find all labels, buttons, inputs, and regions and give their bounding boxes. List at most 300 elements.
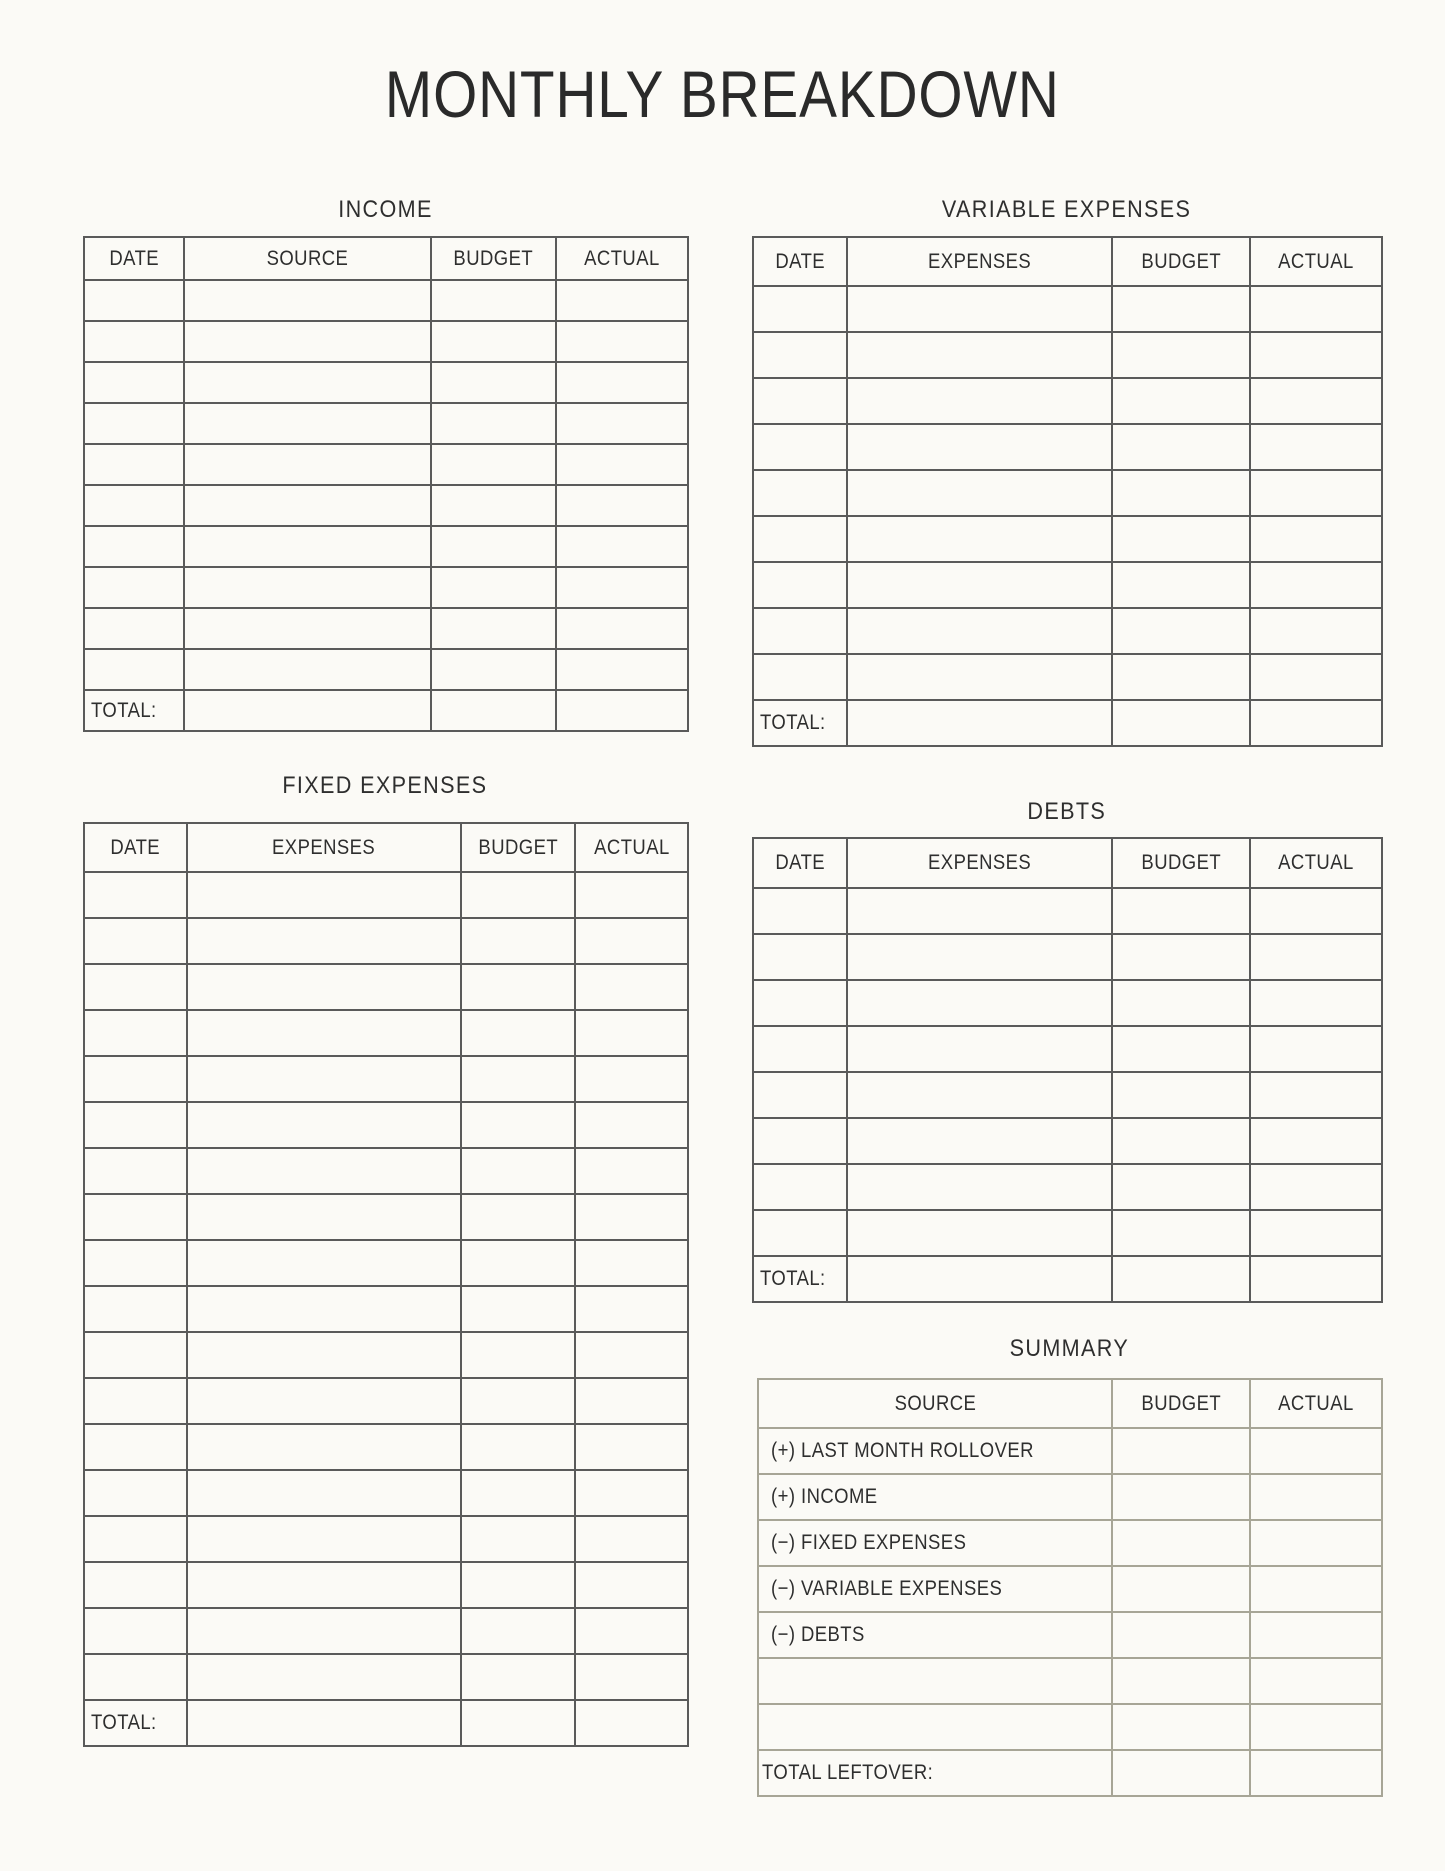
source-cell[interactable] [184,526,431,567]
table-row [84,403,688,444]
actual-cell[interactable] [575,1010,688,1056]
budget-cell[interactable] [461,1608,575,1654]
column-header-actual [1250,1379,1382,1428]
actual-cell[interactable] [1250,608,1382,654]
table-row [84,872,688,918]
budget-cell[interactable] [1112,1520,1250,1566]
table-row [753,1072,1382,1118]
budget-cell[interactable] [1112,378,1250,424]
budget-cell[interactable] [431,608,556,649]
date-cell[interactable] [84,1286,187,1332]
actual-cell[interactable] [1250,1612,1382,1658]
expenses-cell[interactable] [847,378,1112,424]
total-budget-cell[interactable] [1112,700,1250,746]
total-row [753,700,1382,746]
source-cell[interactable] [184,403,431,444]
actual-cell[interactable] [575,1562,688,1608]
actual-cell[interactable] [556,567,688,608]
budget-cell[interactable] [431,649,556,690]
date-cell[interactable] [84,1148,187,1194]
actual-cell[interactable] [575,872,688,918]
date-cell[interactable] [753,1026,847,1072]
total-label: TOTAL: [760,711,826,734]
expenses-cell[interactable] [187,1470,461,1516]
table-row [753,888,1382,934]
actual-cell[interactable] [1250,654,1382,700]
total-row [84,690,688,731]
column-header-date [753,237,847,286]
column-header-budget [1112,237,1250,286]
actual-cell[interactable] [1250,562,1382,608]
table-row [753,1118,1382,1164]
summary-row-label: (+) LAST MONTH ROLLOVER [771,1439,1034,1462]
date-cell[interactable] [84,608,184,649]
budget-cell[interactable] [461,1516,575,1562]
actual-cell[interactable] [575,1102,688,1148]
date-cell[interactable] [753,1118,847,1164]
expenses-cell[interactable] [847,608,1112,654]
expenses-cell[interactable] [847,1210,1112,1256]
date-cell[interactable] [84,918,187,964]
table-header-row [753,237,1382,286]
date-cell[interactable] [84,1056,187,1102]
column-header-label: DATE [775,249,825,273]
total-actual-cell[interactable] [1250,1256,1382,1302]
budget-cell[interactable] [1112,424,1250,470]
budget-cell[interactable] [461,1332,575,1378]
actual-cell[interactable] [575,964,688,1010]
source-cell[interactable] [758,1704,1112,1750]
source-cell[interactable] [184,280,431,321]
budget-cell[interactable] [1112,934,1250,980]
table-row [84,1332,688,1378]
column-header-label: BUDGET [1141,1391,1221,1415]
summary-row-label: (−) DEBTS [771,1623,865,1646]
actual-cell[interactable] [575,1194,688,1240]
source-cell [758,1428,1112,1474]
date-cell[interactable] [84,1562,187,1608]
actual-cell[interactable] [1250,1026,1382,1072]
total-label-cell [84,690,184,731]
actual-cell[interactable] [1250,1118,1382,1164]
date-cell[interactable] [84,444,184,485]
budget-cell[interactable] [431,321,556,362]
actual-cell[interactable] [556,321,688,362]
date-cell[interactable] [84,1516,187,1562]
total-expenses-cell[interactable] [847,700,1112,746]
total-budget-cell[interactable] [1112,1750,1250,1796]
budget-cell[interactable] [1112,1704,1250,1750]
column-header-actual [556,237,688,280]
budget-cell[interactable] [1112,1164,1250,1210]
budget-cell[interactable] [1112,1474,1250,1520]
source-cell[interactable] [758,1658,1112,1704]
summary-table [757,1378,1383,1797]
total-budget-cell[interactable] [1112,1256,1250,1302]
column-header-label: EXPENSES [927,249,1032,273]
column-header-label: ACTUAL [1278,249,1354,273]
budget-cell[interactable] [1112,516,1250,562]
date-cell[interactable] [753,1164,847,1210]
budget-cell[interactable] [1112,470,1250,516]
date-cell[interactable] [753,1210,847,1256]
source-cell [758,1566,1112,1612]
budget-cell[interactable] [461,1148,575,1194]
actual-cell[interactable] [575,1240,688,1286]
expenses-cell[interactable] [847,654,1112,700]
date-cell[interactable] [84,1608,187,1654]
table-header-row [84,823,688,872]
budget-cell[interactable] [461,918,575,964]
column-header-date [753,838,847,888]
date-cell[interactable] [84,403,184,444]
budget-cell[interactable] [431,567,556,608]
date-cell[interactable] [84,485,184,526]
budget-cell[interactable] [1112,1072,1250,1118]
source-cell[interactable] [184,444,431,485]
actual-cell[interactable] [556,280,688,321]
expenses-cell[interactable] [187,872,461,918]
total-expenses-cell[interactable] [847,1256,1112,1302]
actual-cell[interactable] [556,485,688,526]
table-header-row [758,1379,1382,1428]
budget-cell[interactable] [431,526,556,567]
table-row [84,1470,688,1516]
total-label: TOTAL: [91,698,157,722]
fixed-expenses-table [83,822,689,1747]
total-label-cell [753,700,847,746]
budget-cell[interactable] [461,1562,575,1608]
date-cell[interactable] [84,1654,187,1700]
actual-cell[interactable] [1250,1072,1382,1118]
column-header-actual [1250,237,1382,286]
budget-cell[interactable] [461,872,575,918]
table-row [84,1286,688,1332]
budget-cell[interactable] [431,403,556,444]
expenses-cell[interactable] [847,562,1112,608]
expenses-cell[interactable] [187,1286,461,1332]
budget-cell[interactable] [1112,608,1250,654]
date-cell[interactable] [84,1240,187,1286]
table-row [84,1194,688,1240]
actual-cell[interactable] [1250,332,1382,378]
expenses-cell[interactable] [187,1654,461,1700]
total-actual-cell[interactable] [1250,700,1382,746]
expenses-cell[interactable] [187,1010,461,1056]
source-cell[interactable] [184,321,431,362]
budget-cell[interactable] [1112,1428,1250,1474]
date-cell[interactable] [753,888,847,934]
column-header-expenses [847,838,1112,888]
table-row [753,608,1382,654]
actual-cell[interactable] [1250,1164,1382,1210]
column-header-date [84,237,184,280]
debts-title: DEBTS [1027,798,1106,825]
actual-cell[interactable] [556,608,688,649]
actual-cell[interactable] [1250,516,1382,562]
total-actual-cell[interactable] [575,1700,688,1746]
total-label-cell [753,1256,847,1302]
total-budget-cell[interactable] [461,1700,575,1746]
table-row [84,1056,688,1102]
date-cell[interactable] [753,980,847,1026]
date-cell[interactable] [84,1332,187,1378]
summary-row [758,1658,1382,1704]
actual-cell[interactable] [1250,470,1382,516]
expenses-cell[interactable] [187,1562,461,1608]
date-cell[interactable] [84,321,184,362]
table-row [84,1654,688,1700]
column-header-source [758,1379,1112,1428]
budget-cell[interactable] [431,280,556,321]
actual-cell[interactable] [1250,1658,1382,1704]
table-row [84,444,688,485]
total-label: TOTAL: [91,1711,157,1734]
date-cell[interactable] [84,362,184,403]
budget-cell[interactable] [1112,980,1250,1026]
expenses-cell[interactable] [187,1148,461,1194]
total-budget-cell[interactable] [431,690,556,731]
actual-cell[interactable] [1250,934,1382,980]
budget-cell[interactable] [1112,332,1250,378]
budget-cell[interactable] [1112,888,1250,934]
actual-cell[interactable] [1250,1210,1382,1256]
column-header-expenses [847,237,1112,286]
budget-cell[interactable] [461,1424,575,1470]
budget-cell[interactable] [431,444,556,485]
date-cell[interactable] [753,608,847,654]
budget-cell[interactable] [431,485,556,526]
table-row [84,567,688,608]
table-row [753,1164,1382,1210]
date-cell[interactable] [84,1378,187,1424]
budget-cell[interactable] [1112,1026,1250,1072]
budget-cell[interactable] [1112,1210,1250,1256]
budget-cell[interactable] [461,1194,575,1240]
column-header-budget [1112,1379,1250,1428]
expenses-cell[interactable] [187,1194,461,1240]
column-header-label: ACTUAL [1278,1391,1354,1415]
summary-row [758,1566,1382,1612]
column-header-label: SOURCE [894,1391,976,1415]
summary-row [758,1704,1382,1750]
expenses-cell[interactable] [187,1102,461,1148]
column-header-source [184,237,431,280]
actual-cell[interactable] [1250,1704,1382,1750]
debts-table [752,837,1383,1303]
actual-cell[interactable] [575,1378,688,1424]
actual-cell[interactable] [575,1286,688,1332]
actual-cell[interactable] [575,918,688,964]
date-cell[interactable] [753,934,847,980]
table-row [753,1026,1382,1072]
column-header-date [84,823,187,872]
table-row [84,649,688,690]
actual-cell[interactable] [1250,980,1382,1026]
budget-cell[interactable] [461,964,575,1010]
expenses-cell[interactable] [187,964,461,1010]
total-label: TOTAL: [760,1267,826,1290]
source-cell[interactable] [184,485,431,526]
actual-cell[interactable] [575,1056,688,1102]
table-row [84,1240,688,1286]
date-cell[interactable] [84,1194,187,1240]
actual-cell[interactable] [1250,1520,1382,1566]
income-table [83,236,689,732]
table-row [753,378,1382,424]
source-cell[interactable] [184,362,431,403]
budget-cell[interactable] [1112,1566,1250,1612]
budget-cell[interactable] [1112,286,1250,332]
column-header-label: BUDGET [453,246,534,270]
expenses-cell[interactable] [847,1164,1112,1210]
date-cell[interactable] [753,332,847,378]
date-cell[interactable] [753,470,847,516]
table-row [753,980,1382,1026]
table-row [84,1608,688,1654]
actual-cell[interactable] [575,1470,688,1516]
budget-cell[interactable] [461,1056,575,1102]
expenses-cell[interactable] [187,1608,461,1654]
table-row [84,1516,688,1562]
income-title: INCOME [337,196,433,223]
total-row [758,1750,1382,1796]
date-cell[interactable] [84,1010,187,1056]
budget-cell[interactable] [1112,562,1250,608]
source-cell[interactable] [184,608,431,649]
actual-cell[interactable] [575,1654,688,1700]
date-cell[interactable] [84,1424,187,1470]
actual-cell[interactable] [575,1424,688,1470]
actual-cell[interactable] [1250,1428,1382,1474]
table-row [84,608,688,649]
date-cell[interactable] [84,567,184,608]
date-cell[interactable] [753,562,847,608]
source-cell[interactable] [184,649,431,690]
expenses-cell[interactable] [187,1056,461,1102]
date-cell[interactable] [753,516,847,562]
actual-cell[interactable] [575,1148,688,1194]
expenses-cell[interactable] [847,516,1112,562]
source-cell [758,1520,1112,1566]
date-cell[interactable] [84,649,184,690]
column-header-label: EXPENSES [927,851,1032,874]
total-row [753,1256,1382,1302]
summary-row [758,1520,1382,1566]
actual-cell[interactable] [1250,888,1382,934]
budget-cell[interactable] [461,1378,575,1424]
table-row [84,1148,688,1194]
date-cell[interactable] [753,1072,847,1118]
actual-cell[interactable] [1250,378,1382,424]
budget-cell[interactable] [461,1286,575,1332]
total-source-cell[interactable] [184,690,431,731]
budget-cell[interactable] [461,1470,575,1516]
table-row [84,526,688,567]
date-cell[interactable] [84,964,187,1010]
actual-cell[interactable] [575,1332,688,1378]
actual-cell[interactable] [1250,1566,1382,1612]
actual-cell[interactable] [556,403,688,444]
budget-cell[interactable] [1112,654,1250,700]
budget-cell[interactable] [1112,1118,1250,1164]
summary-row-label: (−) FIXED EXPENSES [771,1531,967,1554]
column-header-label: ACTUAL [593,835,670,859]
summary-row [758,1612,1382,1658]
expenses-cell[interactable] [847,934,1112,980]
expenses-cell[interactable] [847,888,1112,934]
date-cell[interactable] [753,424,847,470]
date-cell[interactable] [753,654,847,700]
expenses-cell[interactable] [187,918,461,964]
total-expenses-cell[interactable] [187,1700,461,1746]
expenses-cell[interactable] [847,1026,1112,1072]
expenses-cell[interactable] [187,1240,461,1286]
date-cell[interactable] [84,1470,187,1516]
actual-cell[interactable] [556,444,688,485]
expenses-cell[interactable] [847,980,1112,1026]
date-cell[interactable] [84,872,187,918]
column-header-budget [431,237,556,280]
budget-cell[interactable] [1112,1612,1250,1658]
table-row [84,280,688,321]
table-row [753,424,1382,470]
expenses-cell[interactable] [187,1332,461,1378]
summary-row [758,1428,1382,1474]
actual-cell[interactable] [1250,1474,1382,1520]
date-cell[interactable] [84,280,184,321]
actual-cell[interactable] [575,1516,688,1562]
total-actual-cell[interactable] [1250,1750,1382,1796]
actual-cell[interactable] [556,526,688,567]
budget-cell[interactable] [461,1010,575,1056]
table-row [753,934,1382,980]
expenses-cell[interactable] [847,286,1112,332]
expenses-cell[interactable] [847,424,1112,470]
table-row [84,1378,688,1424]
column-header-expenses [187,823,461,872]
date-cell[interactable] [84,526,184,567]
expenses-cell[interactable] [847,1118,1112,1164]
expenses-cell[interactable] [847,1072,1112,1118]
variable-expenses-table [752,236,1383,747]
column-header-label: SOURCE [266,246,349,270]
expenses-cell[interactable] [187,1378,461,1424]
budget-cell[interactable] [1112,1658,1250,1704]
budget-cell[interactable] [461,1240,575,1286]
total-actual-cell[interactable] [556,690,688,731]
actual-cell[interactable] [556,649,688,690]
expenses-cell[interactable] [847,332,1112,378]
table-header-row [753,838,1382,888]
date-cell[interactable] [753,378,847,424]
budget-cell[interactable] [461,1102,575,1148]
budget-cell[interactable] [431,362,556,403]
expenses-cell[interactable] [187,1516,461,1562]
source-cell[interactable] [184,567,431,608]
actual-cell[interactable] [1250,424,1382,470]
table-row [84,964,688,1010]
expenses-cell[interactable] [847,470,1112,516]
actual-cell[interactable] [575,1608,688,1654]
date-cell[interactable] [84,1102,187,1148]
budget-cell[interactable] [461,1654,575,1700]
date-cell[interactable] [753,286,847,332]
summary-row [758,1474,1382,1520]
expenses-cell[interactable] [187,1424,461,1470]
actual-cell[interactable] [1250,286,1382,332]
actual-cell[interactable] [556,362,688,403]
